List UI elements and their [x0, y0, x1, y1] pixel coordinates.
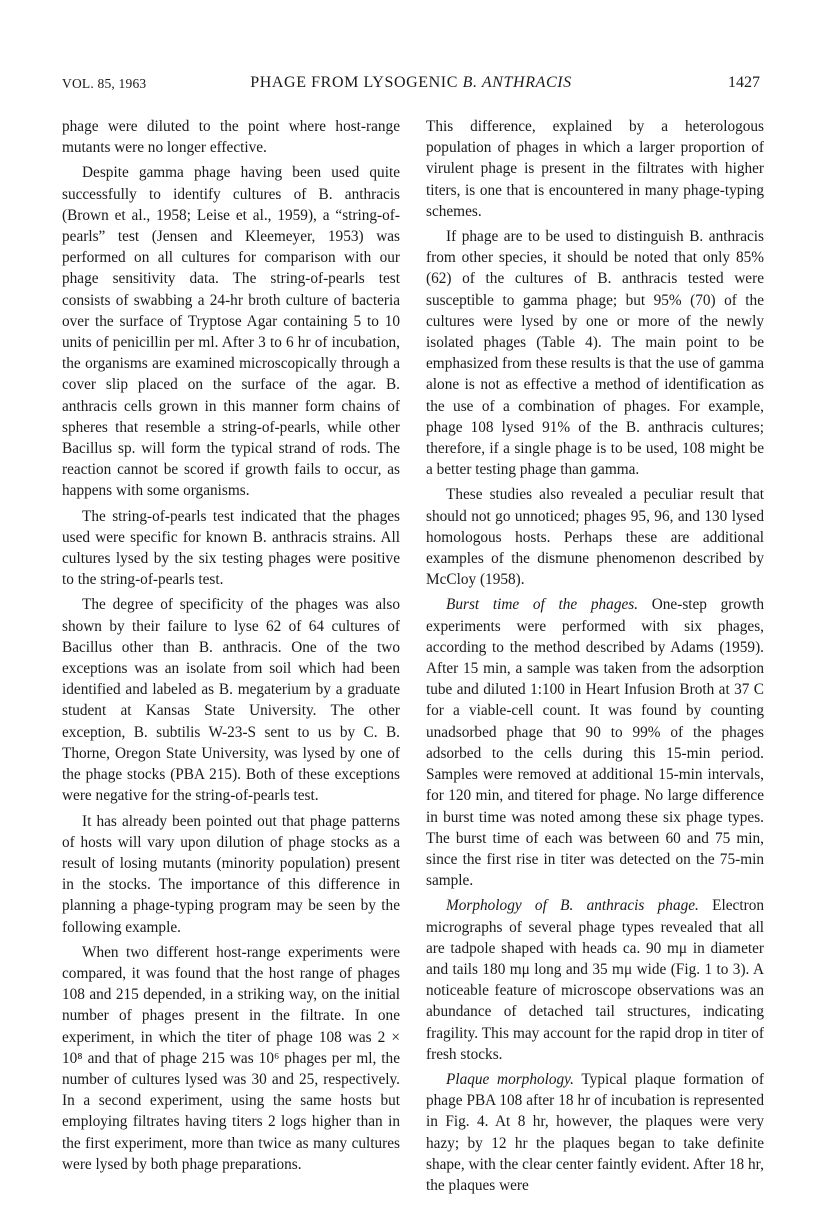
paragraph-body: Electron micrographs of several phage types revealed that all are tadpole shaped with heads ca. 90 mμ in diameter and tails 180 mμ long and 35 mμ wide (Fig. 1 to 3). A noticeable feature of microscope observations was an abundance of detached tail structures, indicating fragility. This may account for the rapid drop in titer of fresh stocks. — [426, 897, 764, 1063]
paragraph — [426, 895, 764, 1065]
volume-label: VOL. 85, 1963 — [62, 76, 147, 91]
right-column — [426, 116, 764, 1200]
running-title — [62, 74, 760, 92]
paragraph: The string-of-pearls test indicated that the phages used were specific for known B. anthracis strains. All cultures lysed by the six testing phages were positive to the string-of-pearls test. — [62, 507, 400, 589]
running-title-plain: PHAGE FROM LYSOGENIC — [250, 74, 463, 91]
paragraph: These studies also revealed a peculiar result that should not go unnoticed; phages 95, 96, and 130 lysed homologous hosts. Perhaps these are additional examples of the dismune phenomenon described by McCloy (1958). — [426, 486, 764, 589]
section-run-in-heading: Morphology of B. anthracis phage. — [446, 897, 699, 915]
paragraph: This difference, explained by a heterologous population of phages in which a larger proportion of virulent phage is present in the filtrates with higher titers, is one that is encountered in many phage-typing schemes. — [426, 118, 764, 220]
paragraph — [426, 1069, 764, 1196]
section-run-in-heading: Plaque morphology. — [446, 1070, 574, 1088]
paragraph: phage were diluted to the point where host-range mutants were no longer effective. — [62, 118, 400, 157]
paragraph: It has already been pointed out that phage patterns of hosts will vary upon dilution of phage stocks as a result of losing mutants (minority population) present in the stocks. The importance of this difference in planning a phage-typing program may be seen by the following example. — [62, 812, 400, 936]
paragraph: The degree of specificity of the phages was also shown by their failure to lyse 62 of 64 cultures of Bacillus other than B. anthracis. One of the two exceptions was an isolate from soil which had been identified and labeled as B. megaterium by a graduate student at Kansas State University. The other exception, B. subtilis W-23-S sent to us by C. B. Thorne, Oregon State University, was lysed by one of the phage stocks (PBA 215). Both of these exceptions were negative for the string-of-pearls test. — [62, 596, 400, 805]
paragraph: Despite gamma phage having been used quite successfully to identify cultures of B. anthracis (Brown et al., 1958; Leise et al., 1959), a “string-of-pearls” test (Jensen and Kleemeyer, 1953) was performed on all cultures for comparison with our phage sensitivity data. The string-of-pearls test consists of swabbing a 24-hr broth culture of bacteria over the surface of Tryptose Agar containing 5 to 10 units of penicillin per ml. After 3 to 6 hr of incubation, the organisms are examined microscopically through a cover slip placed on the surface of the agar. B. anthracis cells grown in this manner form chains of spheres that resemble a string-of-pearls, while other Bacillus sp. will form the typical strand of rods. The reaction cannot be scored if growth fails to occur, as happens with some organisms. — [62, 164, 400, 500]
paragraph: If phage are to be used to distinguish B. anthracis from other species, it should be noted that only 85% (62) of the cultures of B. anthracis tested were susceptible to gamma phage; but 95% (70) of the cultures were lysed by one or more of the newly isolated phages (Table 4). The main point to be emphasized from these results is that the use of gamma alone is not as effective a method of identification as the use of a combination of phages. For example, phage 108 lysed 91% of the B. anthracis cultures; therefore, if a single phage is to be used, 108 might be a better testing phage than gamma. — [426, 228, 764, 479]
running-header — [62, 74, 760, 98]
running-title-italic: B. ANTHRACIS — [462, 74, 572, 91]
paragraph-body: Typical plaque formation of phage PBA 108 after 18 hr of incubation is represented in Fig. 4. At 8 hr, however, the plaques were very hazy; by 12 hr the plaques began to take definite shape, with the clear center faintly evident. After 18 hr, the plaques were — [426, 1070, 764, 1194]
section-run-in-heading: Burst time of the phages. — [446, 596, 639, 614]
paragraph: When two different host-range experiments were compared, it was found that the host range of phages 108 and 215 depended, in a striking way, on the initial number of phages present in the filtrate. In one experiment, in which the titer of phage 108 was 2 × 10⁸ and that of phage 215 was 10⁶ phages per ml, the number of cultures lysed was 30 and 25, respectively. In a second experiment, using the same hosts but employing filtrates having titers 2 logs higher than in the first experiment, more than twice as many cultures were lysed by both phage preparations. — [62, 943, 400, 1173]
paragraph — [426, 594, 764, 891]
page-number: 1427 — [728, 74, 760, 91]
paragraph-body: One-step growth experiments were performed with six phages, according to the method described by Adams (1959). After 15 min, a sample was taken from the adsorption tube and diluted 1:100 in Heart Infusion Broth at 37 C for a viable-cell count. It was found by counting unadsorbed phage that 90 to 99% of the phages adsorbed to the cells during this 15-min period. Samples were removed at additional 15-min intervals, for 120 min, and titered for phage. No large difference in burst time was noted among these six phage types. The burst time of each was between 60 and 75 min, since the first rise in titer was detected on the 75-min sample. — [426, 596, 764, 890]
left-column — [62, 116, 400, 1179]
